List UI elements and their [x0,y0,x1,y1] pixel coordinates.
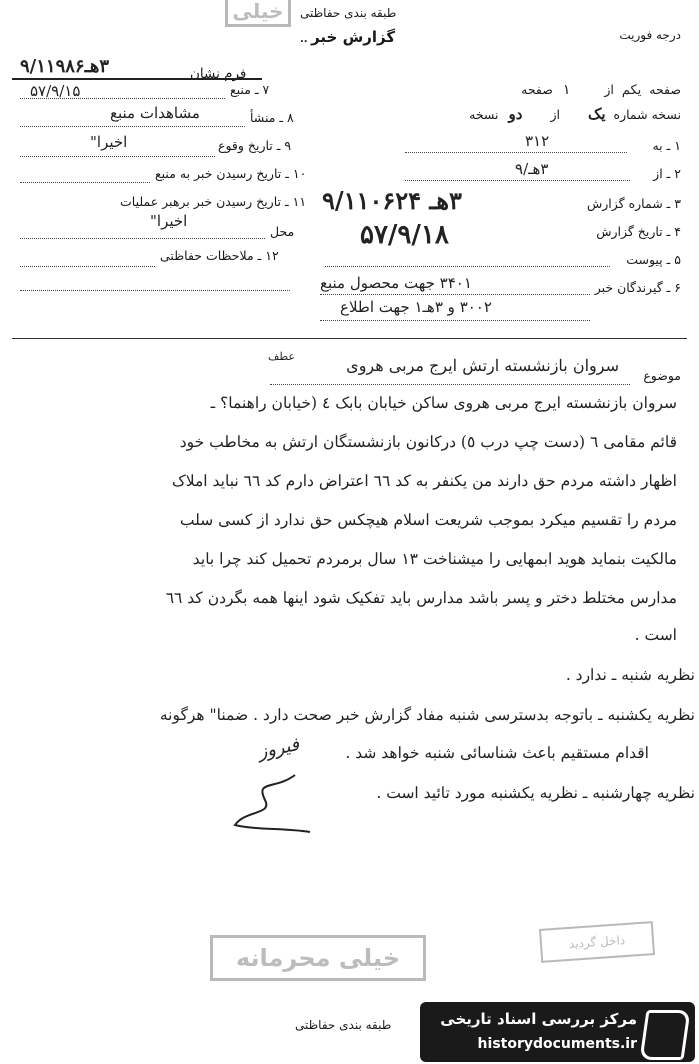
brand-url: historydocuments.ir [477,1036,637,1052]
classification-bottom: طبقه بندی حفاظتی [295,1018,392,1032]
opinion-saturday: نظریه شنبه ـ ندارد . [565,666,695,684]
field-recipients-line [320,294,590,295]
field-security-notes-line [20,266,155,267]
field-occurrence-date-value: اخیرا" [90,133,128,151]
brand-badge [420,1002,695,1062]
signature: فیروز [256,733,302,764]
top-stamp: خیلی [225,0,291,27]
field-location: محل [270,224,295,239]
field-from-value: ۳هـ/۹ [515,160,549,178]
field-recipients-value: ۳۴۰۱ جهت محصول منبع [320,274,472,292]
field-recipients: ۶ ـ گیرندگان خبر [594,280,681,295]
field-attachment: ۵ ـ پیوست [626,252,681,267]
field-from: ۲ ـ از [653,166,681,181]
form-number-label: فرم نشان [190,66,247,82]
field-to-value: ۳۱۲ [525,132,550,150]
field-security-notes-line-2 [20,290,290,291]
urgency-label: درجه فوریت [619,28,681,42]
field-recipients-line-2 [320,320,590,321]
form-number-value: ۳هـ۹/۱۱۹۸۶ [20,56,110,77]
body-line: مالکیت بنماید هوید ابمهایی را میشناخت ۱۳ سال برمردم تحمیل کند چرا باید [192,550,677,568]
field-receipt-date-source-line [20,182,150,183]
opinion-sunday-cont: اقدام مستقیم باعث شناسائی شنبه خواهد شد . [345,744,649,762]
field-report-number: ۳ ـ شماره گزارش [586,196,681,211]
report-title: گزارش خبر .. [300,28,396,46]
field-report-number-value: ۳هـ ۹/۱۱۰۶۲۴ [322,186,462,215]
field-origin-line [20,126,245,127]
field-source: ۷ ـ منبع [230,82,270,97]
classification-top: طبقه بندی حفاظتی [300,6,397,20]
field-receipt-date-source: ۱۰ ـ تاریخ رسیدن خبر به منبع [155,166,307,181]
body-line: است . [634,626,677,644]
page-info-row: صفحه یکم از ۱ صفحه [521,82,681,98]
bottom-stamp-entered: داخل گردید [539,921,655,963]
subject-note: عطف [268,350,295,363]
body-line: اظهار داشته مردم حق دارند من یکنفر به کد ٦٦ اعتراض دارم کد ٦٦ نباید املاک [171,472,677,490]
field-occurrence-date-line [20,156,215,157]
field-to-line [405,152,627,153]
body-line: مدارس مختلط دختر و پسر باشد مدارس باید تفکیک شود اینها همه بگردن کد ٦٦ [165,589,677,607]
field-attachment-line [325,266,610,267]
field-origin: ۸ ـ منشأ [250,110,294,125]
field-source-line [20,98,225,99]
field-security-notes: ۱۲ ـ ملاحظات حفاظتی [160,248,279,263]
bottom-stamp-secret: خیلی محرمانه [210,935,426,981]
brand-logo-icon [639,1010,690,1060]
opinion-wednesday: نظریه چهارشنبه ـ نظریه یکشنبه مورد تائید است . [376,784,695,802]
field-from-line [405,180,630,181]
body-line: قائم مقامی ٦ (دست چپ درب ٥) درکانون بازنشستگان ارتش به مخاطب خود [179,433,677,451]
copy-info-row: نسخه شماره یک از دو نسخه [469,105,681,123]
opinion-sunday: نظریه یکشنبه ـ باتوجه بدسترسی شنبه مفاد گزارش خبر صحت دارد . ضمنا" هرگونه [159,706,695,724]
header-separator [12,338,687,339]
subject-value: سروان بازنشسته ارتش ایرج مربی هروی [346,356,619,375]
field-occurrence-date: ۹ ـ تاریخ وقوع [218,138,292,153]
field-receipt-date-ops: ۱۱ ـ تاریخ رسیدن خبر برهبر عملیات [120,194,307,209]
field-origin-value: مشاهدات منبع [110,104,200,122]
field-report-date-value: ۵۷/۹/۱۸ [360,220,449,250]
brand-name: مرکز بررسی اسناد تاریخی [440,1010,637,1028]
body-line: سروان بازنشسته ایرج مربی هروی ساکن خیابان بابک ٤ (خیابان راهنما؟ ـ [210,394,677,412]
field-report-date: ۴ ـ تاریخ گزارش [596,224,681,239]
subject-line [270,384,630,385]
field-to: ۱ ـ به [652,138,681,153]
field-receipt-date-ops-value: اخیرا" [150,212,188,230]
body-line: مردم را تقسیم میکرد بموجب شریعت اسلام هیچکس حق ندارد از کسی سلب [179,511,677,529]
field-recipients-value-2: ۳۰۰۲ و ۳هـ۱ جهت اطلاع [340,298,492,316]
subject-label: موضوع [643,368,681,383]
field-location-line [20,238,265,239]
form-number-underline [12,78,262,80]
signature-scribble [225,770,315,840]
form-number-value-2: ۵۷/۹/۱۵ [30,82,81,100]
